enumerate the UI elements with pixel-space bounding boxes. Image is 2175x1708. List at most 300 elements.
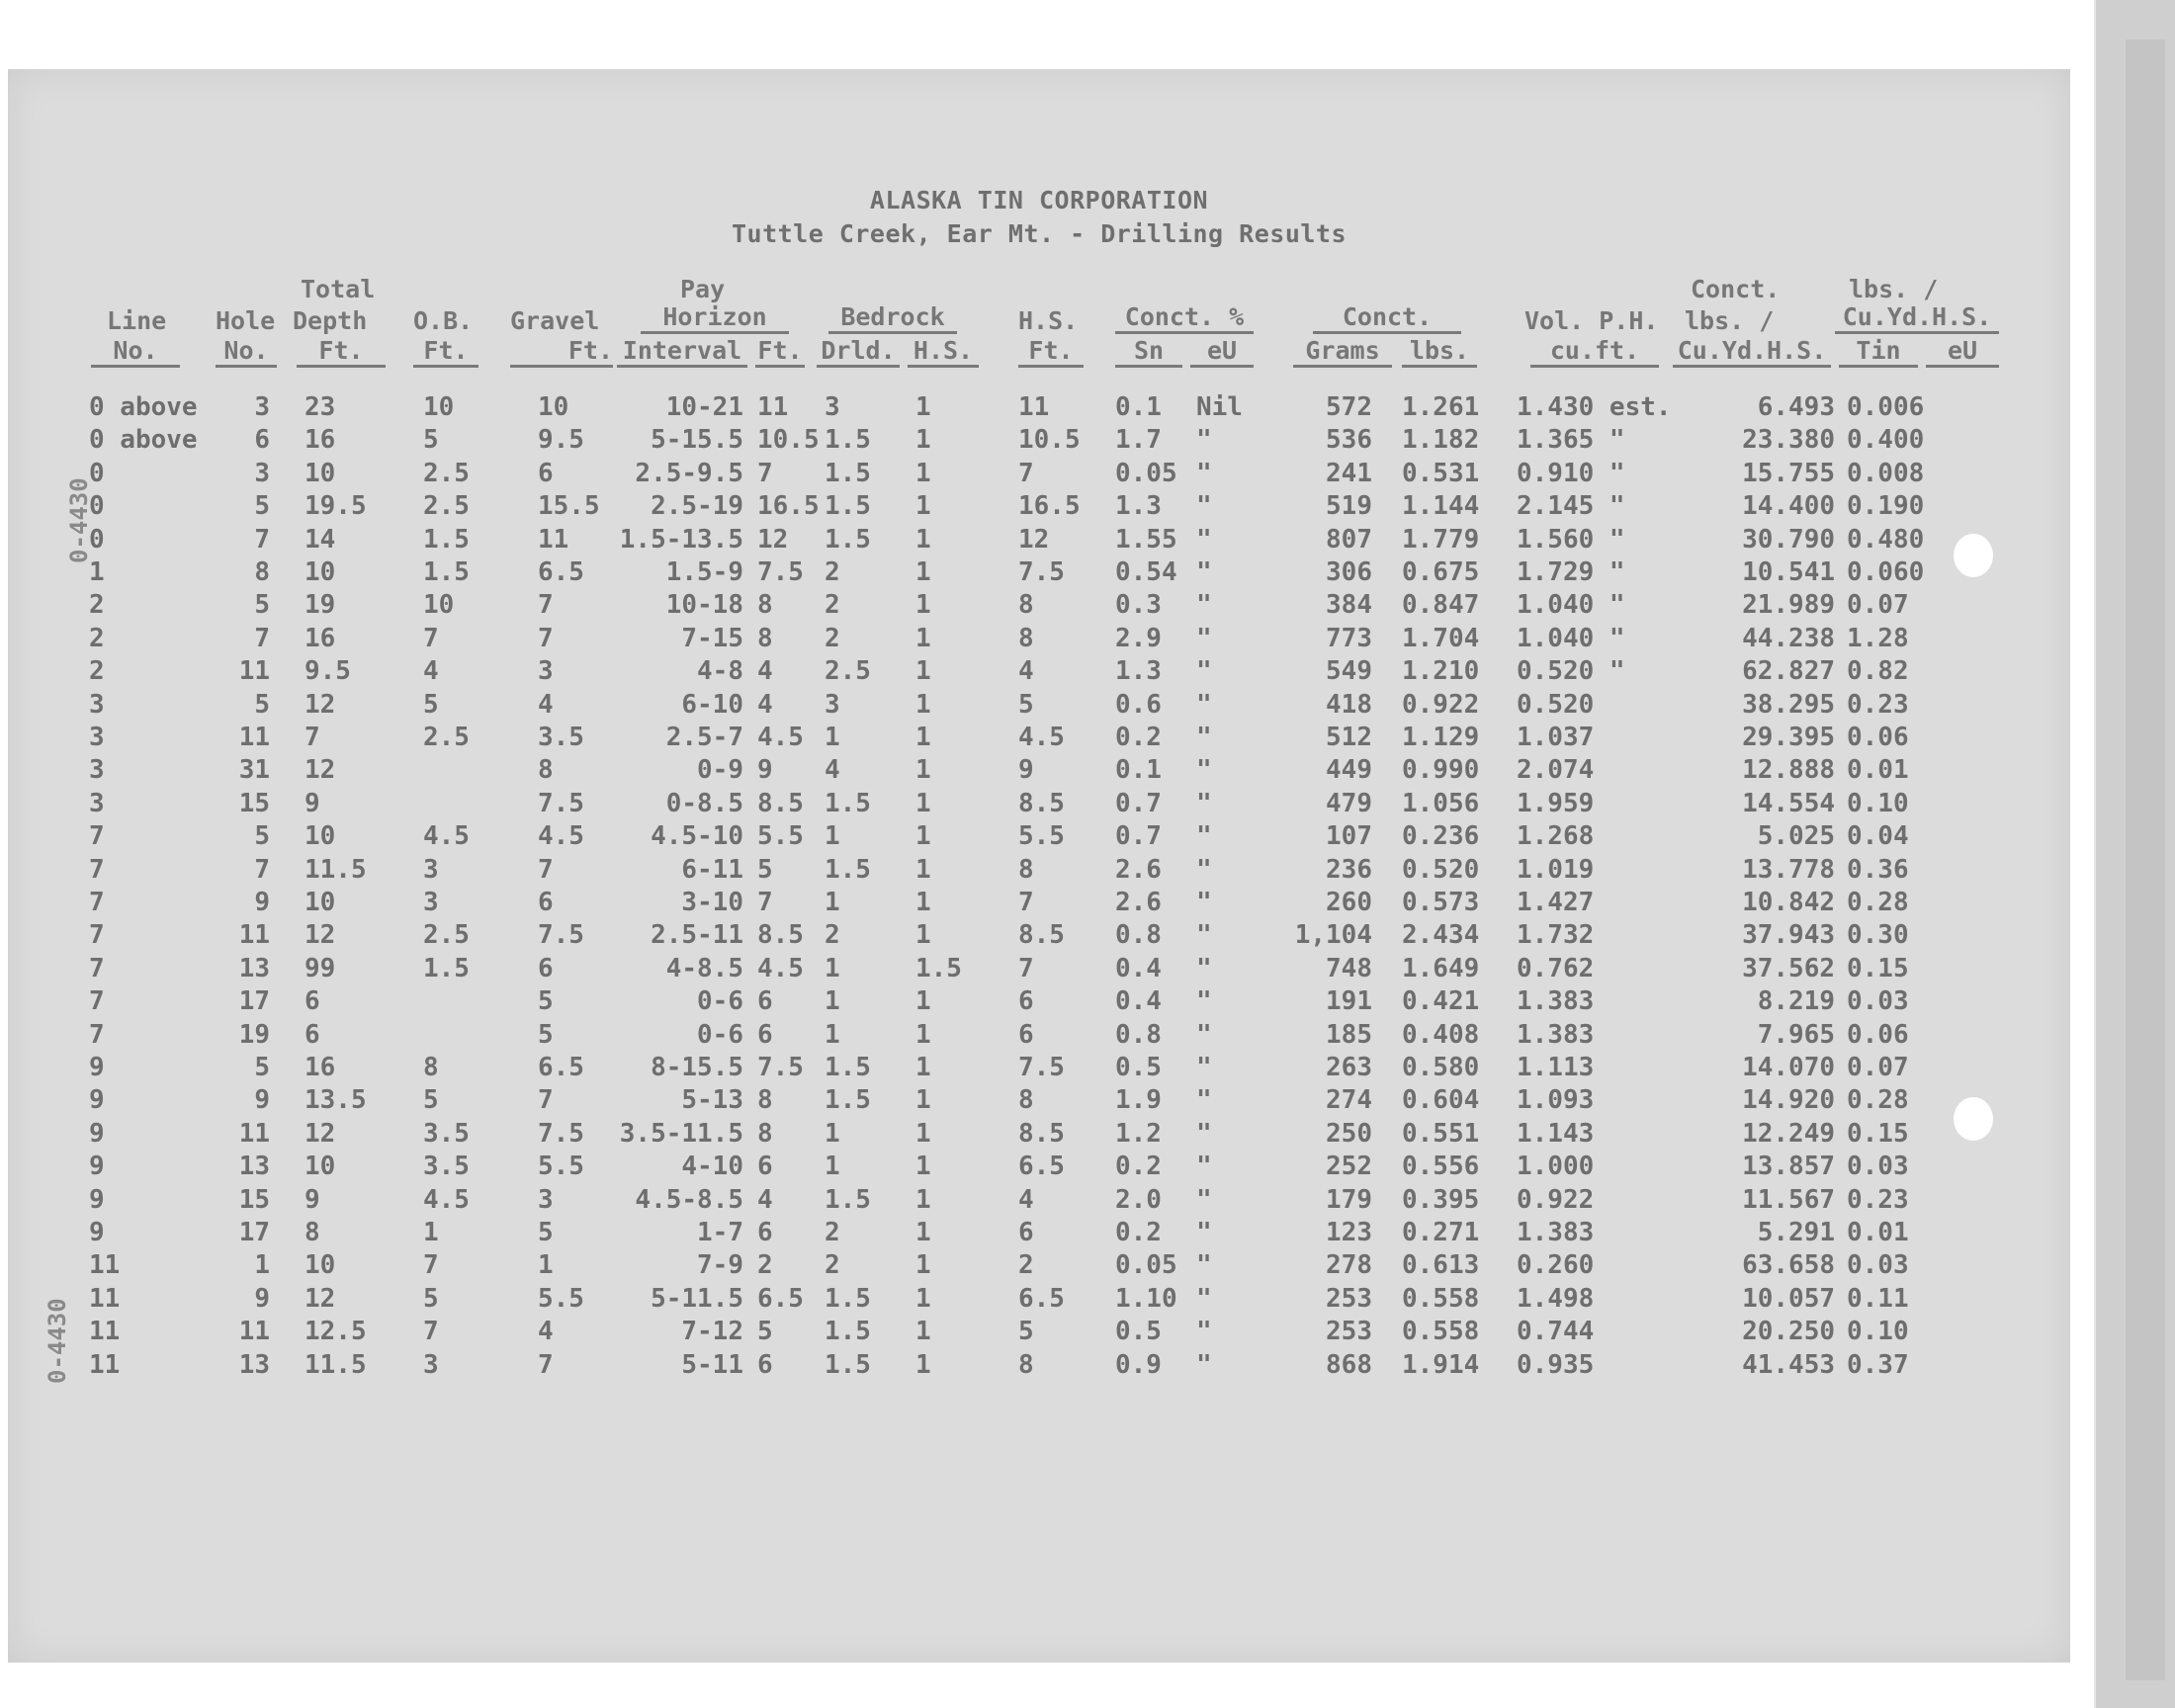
cell-drld: 1 — [825, 821, 840, 852]
cell-depth: 99 — [304, 953, 336, 983]
cell-interval: 10-21 — [665, 392, 743, 422]
cell-hole: 13 — [238, 1349, 270, 1380]
cell-eu: " — [1196, 623, 1212, 653]
cell-bhs: 1 — [915, 1085, 931, 1116]
cell-tin: 0.11 — [1847, 1283, 1909, 1314]
cell-tin: 0.28 — [1847, 888, 1909, 917]
cell-bhs: 1 — [915, 623, 931, 653]
cell-drld: 1.5 — [825, 788, 871, 818]
cell-line: 11 — [89, 1283, 121, 1314]
cell-lbs: 0.551 — [1402, 1118, 1480, 1149]
cell-lbscy: 29.395 — [1742, 723, 1835, 752]
cell-hole: 5 — [254, 689, 270, 720]
cell-hs: 7 — [1018, 458, 1034, 488]
cell-vol: 0.910 " — [1517, 458, 1625, 488]
cell-line: 2 — [89, 590, 105, 621]
cell-grams: 748 — [1326, 953, 1372, 983]
cell-vol: 1.268 — [1517, 821, 1595, 852]
cell-hs: 5 — [1018, 689, 1034, 720]
cell-drld: 2 — [825, 920, 840, 951]
cell-interval: 0-8.5 — [665, 788, 743, 818]
cell-depth: 10 — [304, 1152, 336, 1182]
cell-bhs: 1 — [915, 1283, 931, 1314]
cell-gravel: 5.5 — [538, 1152, 584, 1182]
cell-payft: 6 — [757, 1349, 773, 1380]
cell-sn: 1.3 — [1115, 491, 1162, 522]
cell-hole: 17 — [238, 1218, 270, 1247]
cell-gravel: 8 — [538, 755, 554, 786]
cell-tin: 0.03 — [1847, 1250, 1909, 1281]
cell-payft: 4 — [757, 656, 773, 687]
cell-vol: 2.145 " — [1517, 491, 1625, 522]
cell-eu: " — [1196, 1152, 1212, 1182]
cell-payft: 7.5 — [757, 557, 804, 587]
cell-lbs: 0.847 — [1402, 590, 1480, 621]
hdr-hs: H.S. — [1018, 306, 1079, 335]
cell-hole: 9 — [254, 1283, 270, 1314]
cell-vol: 1.143 — [1517, 1118, 1595, 1149]
cell-gravel: 5 — [538, 986, 554, 1017]
cell-line: 3 — [89, 788, 105, 818]
cell-hs: 5 — [1018, 1317, 1034, 1347]
hdr-eu: eU — [1190, 336, 1254, 368]
cell-ob: 4.5 — [423, 1184, 470, 1215]
cell-line: 0 above — [89, 425, 198, 456]
cell-line: 2 — [89, 656, 105, 687]
cell-gravel: 6.5 — [538, 1053, 584, 1082]
cell-ob: 2.5 — [423, 920, 470, 951]
cell-line: 7 — [89, 1019, 105, 1050]
cell-line: 9 — [89, 1184, 105, 1215]
cell-grams: 306 — [1326, 557, 1372, 587]
cell-hs: 4 — [1018, 656, 1034, 687]
cell-vol: 0.744 — [1517, 1317, 1595, 1347]
cell-gravel: 6.5 — [538, 557, 584, 587]
cell-bhs: 1 — [915, 723, 931, 752]
cell-vol: 0.520 — [1517, 689, 1595, 720]
cell-gravel: 4 — [538, 1317, 554, 1347]
cell-vol: 0.922 — [1517, 1184, 1595, 1215]
cell-bhs: 1 — [915, 888, 931, 917]
cell-interval: 10-18 — [665, 590, 743, 621]
cell-grams: 260 — [1326, 888, 1372, 917]
cell-gravel: 7 — [538, 590, 554, 621]
cell-vol: 1.040 " — [1517, 623, 1625, 653]
cell-depth: 23 — [304, 392, 336, 422]
cell-drld: 1 — [825, 986, 840, 1017]
cell-depth: 6 — [304, 986, 320, 1017]
hdr-tin-cuyd: Cu.Yd.H.S. — [1835, 302, 1999, 334]
cell-lbscy: 63.658 — [1742, 1250, 1835, 1281]
cell-hs: 6.5 — [1018, 1283, 1065, 1314]
cell-lbscy: 44.238 — [1742, 623, 1835, 653]
cell-lbscy: 23.380 — [1742, 425, 1835, 456]
cell-grams: 536 — [1326, 425, 1372, 456]
cell-interval: 2.5-19 — [651, 491, 743, 522]
cell-hs: 8 — [1018, 854, 1034, 885]
cell-tin: 0.10 — [1847, 788, 1909, 818]
cell-grams: 179 — [1326, 1184, 1372, 1215]
cell-lbscy: 14.554 — [1742, 788, 1835, 818]
cell-lbs: 1.261 — [1402, 392, 1480, 422]
cell-line: 3 — [89, 723, 105, 752]
cell-eu: " — [1196, 788, 1212, 818]
cell-bhs: 1 — [915, 557, 931, 587]
cell-tin: 0.23 — [1847, 1184, 1909, 1215]
cell-payft: 6 — [757, 986, 773, 1017]
cell-interval: 1-7 — [697, 1218, 743, 1247]
cell-hole: 5 — [254, 1053, 270, 1082]
cell-interval: 6-11 — [681, 854, 743, 885]
hdr-tin-eu: eU — [1926, 336, 1999, 368]
cell-sn: 2.0 — [1115, 1184, 1162, 1215]
cell-hs: 8 — [1018, 1349, 1034, 1380]
cell-eu: " — [1196, 1283, 1212, 1314]
cell-lbscy: 14.070 — [1742, 1053, 1835, 1082]
cell-eu: " — [1196, 920, 1212, 951]
cell-bhs: 1 — [915, 788, 931, 818]
cell-line: 9 — [89, 1218, 105, 1247]
cell-hole: 8 — [254, 557, 270, 587]
cell-depth: 10 — [304, 557, 336, 587]
cell-interval: 1.5-13.5 — [619, 524, 743, 555]
cell-drld: 1.5 — [825, 1317, 871, 1347]
cell-sn: 2.6 — [1115, 888, 1162, 917]
cell-payft: 6 — [757, 1019, 773, 1050]
cell-hs: 7.5 — [1018, 557, 1065, 587]
cell-vol: 1.040 " — [1517, 590, 1625, 621]
cell-depth: 9 — [304, 788, 320, 818]
cell-vol: 2.074 — [1517, 755, 1595, 786]
cell-bhs: 1 — [915, 821, 931, 852]
cell-bhs: 1 — [915, 458, 931, 488]
cell-interval: 5-11 — [681, 1349, 743, 1380]
cell-ob: 7 — [423, 1317, 439, 1347]
cell-grams: 418 — [1326, 689, 1372, 720]
cell-hs: 6.5 — [1018, 1152, 1065, 1182]
cell-lbscy: 20.250 — [1742, 1317, 1835, 1347]
hdr-lbscy-conct: Conct. — [1691, 275, 1781, 303]
cell-hs: 12 — [1018, 524, 1050, 555]
cell-tin: 0.07 — [1847, 1053, 1909, 1082]
hdr-lbscy-cuyd: Cu.Yd.H.S. — [1673, 336, 1831, 368]
hdr-hole: Hole — [216, 306, 276, 335]
cell-lbs: 0.421 — [1402, 986, 1480, 1017]
cell-sn: 1.2 — [1115, 1118, 1162, 1149]
cell-vol: 1.383 — [1517, 1218, 1595, 1247]
document-title: ALASKA TIN CORPORATION — [869, 186, 1209, 214]
cell-depth: 10 — [304, 888, 336, 917]
cell-lbs: 0.558 — [1402, 1283, 1480, 1314]
cell-sn: 2.9 — [1115, 623, 1162, 653]
cell-drld: 1.5 — [825, 854, 871, 885]
cell-eu: " — [1196, 1019, 1212, 1050]
cell-payft: 8.5 — [757, 788, 804, 818]
cell-interval: 4.5-8.5 — [635, 1184, 743, 1215]
cell-interval: 6-10 — [681, 689, 743, 720]
cell-depth: 12 — [304, 1283, 336, 1314]
cell-payft: 2 — [757, 1250, 773, 1281]
cell-payft: 7 — [757, 888, 773, 917]
cell-depth: 16 — [304, 1053, 336, 1082]
cell-eu: " — [1196, 1085, 1212, 1116]
cell-vol: 1.113 — [1517, 1053, 1595, 1082]
hdr-lbscy-lbs: lbs. / — [1685, 306, 1775, 335]
cell-grams: 807 — [1326, 524, 1372, 555]
cell-grams: 123 — [1326, 1218, 1372, 1247]
cell-ob: 1.5 — [423, 557, 470, 587]
cell-interval: 3.5-11.5 — [619, 1118, 743, 1149]
cell-ob: 3.5 — [423, 1118, 470, 1149]
hdr-pay-interval: Interval — [617, 336, 747, 368]
cell-depth: 12 — [304, 689, 336, 720]
cell-tin: 0.15 — [1847, 953, 1909, 983]
cell-grams: 384 — [1326, 590, 1372, 621]
cell-lbscy: 37.943 — [1742, 920, 1835, 951]
cell-lbscy: 13.778 — [1742, 854, 1835, 885]
cell-hole: 11 — [238, 920, 270, 951]
cell-drld: 1.5 — [825, 458, 871, 488]
cell-payft: 4 — [757, 689, 773, 720]
cell-interval: 8-15.5 — [651, 1053, 743, 1082]
cell-drld: 1 — [825, 888, 840, 917]
cell-vol: 0.520 " — [1517, 656, 1625, 687]
cell-ob: 4.5 — [423, 821, 470, 852]
cell-vol: 1.093 — [1517, 1085, 1595, 1116]
hdr-pay-ft: Ft. — [755, 336, 805, 368]
cell-interval: 2.5-11 — [651, 920, 743, 951]
cell-payft: 12 — [757, 524, 789, 555]
cell-lbs: 0.604 — [1402, 1085, 1480, 1116]
cell-hole: 9 — [254, 888, 270, 917]
cell-lbscy: 5.291 — [1757, 1218, 1835, 1247]
cell-hole: 13 — [238, 953, 270, 983]
cell-line: 9 — [89, 1053, 105, 1082]
cell-grams: 519 — [1326, 491, 1372, 522]
cell-bhs: 1 — [915, 392, 931, 422]
cell-bhs: 1 — [915, 590, 931, 621]
hdr-conct: Conct. — [1313, 302, 1461, 334]
cell-eu: " — [1196, 821, 1212, 852]
cell-ob: 7 — [423, 1250, 439, 1281]
cell-eu: " — [1196, 491, 1212, 522]
cell-ob: 5 — [423, 689, 439, 720]
cell-hs: 8 — [1018, 623, 1034, 653]
cell-lbs: 0.613 — [1402, 1250, 1480, 1281]
cell-bhs: 1 — [915, 1184, 931, 1215]
cell-grams: 1,104 — [1294, 920, 1372, 951]
cell-depth: 10 — [304, 458, 336, 488]
cell-payft: 6 — [757, 1152, 773, 1182]
cell-line: 11 — [89, 1317, 121, 1347]
cell-interval: 0-6 — [697, 1019, 743, 1050]
cell-vol: 1.383 — [1517, 1019, 1595, 1050]
hdr-vol: Vol. P.H. — [1524, 306, 1659, 335]
hdr-ob: O.B. — [413, 306, 474, 335]
cell-depth: 10 — [304, 821, 336, 852]
cell-vol: 1.498 — [1517, 1283, 1595, 1314]
cell-drld: 1 — [825, 1019, 840, 1050]
cell-interval: 2.5-7 — [665, 723, 743, 752]
cell-depth: 11.5 — [304, 1349, 367, 1380]
cell-line: 7 — [89, 888, 105, 917]
cell-interval: 3-10 — [681, 888, 743, 917]
cell-grams: 572 — [1326, 392, 1372, 422]
cell-bhs: 1 — [915, 689, 931, 720]
cell-depth: 16 — [304, 425, 336, 456]
cell-eu: " — [1196, 1184, 1212, 1215]
cell-sn: 0.5 — [1115, 1317, 1162, 1347]
cell-bhs: 1 — [915, 755, 931, 786]
cell-bhs: 1 — [915, 1118, 931, 1149]
cell-hole: 15 — [238, 1184, 270, 1215]
cell-gravel: 5 — [538, 1019, 554, 1050]
cell-payft: 7 — [757, 458, 773, 488]
cell-depth: 12 — [304, 920, 336, 951]
cell-bhs: 1 — [915, 491, 931, 522]
cell-tin: 0.190 — [1847, 491, 1925, 522]
hdr-hole-no: No. — [216, 336, 277, 368]
cell-gravel: 15.5 — [538, 491, 600, 522]
cell-hole: 9 — [254, 1085, 270, 1116]
cell-line: 7 — [89, 821, 105, 852]
cell-lbscy: 38.295 — [1742, 689, 1835, 720]
cell-hole: 5 — [254, 821, 270, 852]
cell-drld: 1 — [825, 953, 840, 983]
cell-depth: 16 — [304, 623, 336, 653]
hdr-pay-horizon: Horizon — [641, 302, 789, 334]
cell-interval: 7-15 — [681, 623, 743, 653]
hdr-ob-ft: Ft. — [413, 336, 478, 368]
cell-drld: 2.5 — [825, 656, 871, 687]
hdr-gravel-ft: Ft. — [510, 336, 613, 368]
cell-gravel: 10 — [538, 392, 569, 422]
cell-sn: 1.9 — [1115, 1085, 1162, 1116]
cell-sn: 0.54 — [1115, 557, 1177, 587]
cell-lbscy: 10.057 — [1742, 1283, 1835, 1314]
cell-tin: 0.07 — [1847, 590, 1909, 621]
cell-payft: 8 — [757, 1085, 773, 1116]
cell-lbscy: 12.888 — [1742, 755, 1835, 786]
cell-hole: 1 — [254, 1250, 270, 1281]
cell-bhs: 1 — [915, 1250, 931, 1281]
cell-ob: 3 — [423, 888, 439, 917]
cell-grams: 479 — [1326, 788, 1372, 818]
cell-interval: 1.5-9 — [665, 557, 743, 587]
cell-grams: 253 — [1326, 1283, 1372, 1314]
cell-lbs: 1.056 — [1402, 788, 1480, 818]
cell-bhs: 1 — [915, 920, 931, 951]
cell-grams: 241 — [1326, 458, 1372, 488]
cell-interval: 5-11.5 — [651, 1283, 743, 1314]
cell-gravel: 4 — [538, 689, 554, 720]
cell-vol: 0.260 — [1517, 1250, 1595, 1281]
cell-sn: 0.05 — [1115, 1250, 1177, 1281]
cell-hole: 31 — [238, 755, 270, 786]
cell-tin: 0.01 — [1847, 1218, 1909, 1247]
cell-lbs: 1.182 — [1402, 425, 1480, 456]
cell-hs: 2 — [1018, 1250, 1034, 1281]
hdr-grams: Grams — [1293, 336, 1392, 368]
hdr-line-no: No. — [91, 336, 180, 368]
cell-vol: 1.732 — [1517, 920, 1595, 951]
cell-hs: 8.5 — [1018, 920, 1065, 951]
cell-sn: 0.8 — [1115, 920, 1162, 951]
cell-payft: 8 — [757, 1118, 773, 1149]
cell-lbscy: 41.453 — [1742, 1349, 1835, 1380]
cell-line: 0 above — [89, 392, 198, 422]
hdr-bedrock-drld: Drld. — [817, 336, 900, 368]
cell-sn: 0.8 — [1115, 1019, 1162, 1050]
cell-interval: 2.5-9.5 — [635, 458, 743, 488]
cell-lbs: 1.210 — [1402, 656, 1480, 687]
page-fold — [2126, 40, 2165, 1680]
cell-eu: " — [1196, 953, 1212, 983]
cell-ob: 5 — [423, 1283, 439, 1314]
cell-payft: 4 — [757, 1184, 773, 1215]
cell-sn: 0.2 — [1115, 723, 1162, 752]
cell-lbscy: 14.400 — [1742, 491, 1835, 522]
cell-tin: 0.06 — [1847, 723, 1909, 752]
cell-gravel: 7 — [538, 1349, 554, 1380]
cell-hs: 9 — [1018, 755, 1034, 786]
cell-payft: 5.5 — [757, 821, 804, 852]
hdr-tin: Tin — [1839, 336, 1918, 368]
cell-drld: 2 — [825, 1218, 840, 1247]
cell-lbs: 0.675 — [1402, 557, 1480, 587]
cell-payft: 8 — [757, 590, 773, 621]
cell-sn: 0.3 — [1115, 590, 1162, 621]
cell-hs: 8.5 — [1018, 788, 1065, 818]
cell-tin: 0.006 — [1847, 392, 1925, 422]
cell-bhs: 1 — [915, 425, 931, 456]
cell-sn: 0.05 — [1115, 458, 1177, 488]
cell-ob: 5 — [423, 425, 439, 456]
cell-sn: 0.1 — [1115, 392, 1162, 422]
cell-tin: 0.03 — [1847, 1152, 1909, 1182]
cell-sn: 1.55 — [1115, 524, 1177, 555]
cell-ob: 3 — [423, 1349, 439, 1380]
cell-gravel: 7.5 — [538, 920, 584, 951]
cell-eu: " — [1196, 854, 1212, 885]
margin-note-bottom: 0-4430 — [44, 1298, 71, 1384]
cell-eu: " — [1196, 986, 1212, 1017]
cell-interval: 0-6 — [697, 986, 743, 1017]
cell-sn: 1.3 — [1115, 656, 1162, 687]
cell-vol: 1.037 — [1517, 723, 1595, 752]
cell-hs: 16.5 — [1018, 491, 1081, 522]
cell-ob: 4 — [423, 656, 439, 687]
cell-vol: 1.365 " — [1517, 425, 1625, 456]
cell-hs: 7.5 — [1018, 1053, 1065, 1082]
cell-lbs: 2.434 — [1402, 920, 1480, 951]
cell-line: 1 — [89, 557, 105, 587]
cell-line: 11 — [89, 1250, 121, 1281]
cell-payft: 8.5 — [757, 920, 804, 951]
cell-line: 7 — [89, 986, 105, 1017]
cell-lbscy: 14.920 — [1742, 1085, 1835, 1116]
cell-eu: " — [1196, 1349, 1212, 1380]
cell-drld: 2 — [825, 590, 840, 621]
cell-eu: " — [1196, 1118, 1212, 1149]
cell-tin: 0.28 — [1847, 1085, 1909, 1116]
cell-grams: 549 — [1326, 656, 1372, 687]
cell-hs: 8.5 — [1018, 1118, 1065, 1149]
cell-payft: 5 — [757, 1317, 773, 1347]
cell-depth: 12.5 — [304, 1317, 367, 1347]
cell-vol: 0.762 — [1517, 953, 1595, 983]
cell-tin: 0.060 — [1847, 557, 1925, 587]
